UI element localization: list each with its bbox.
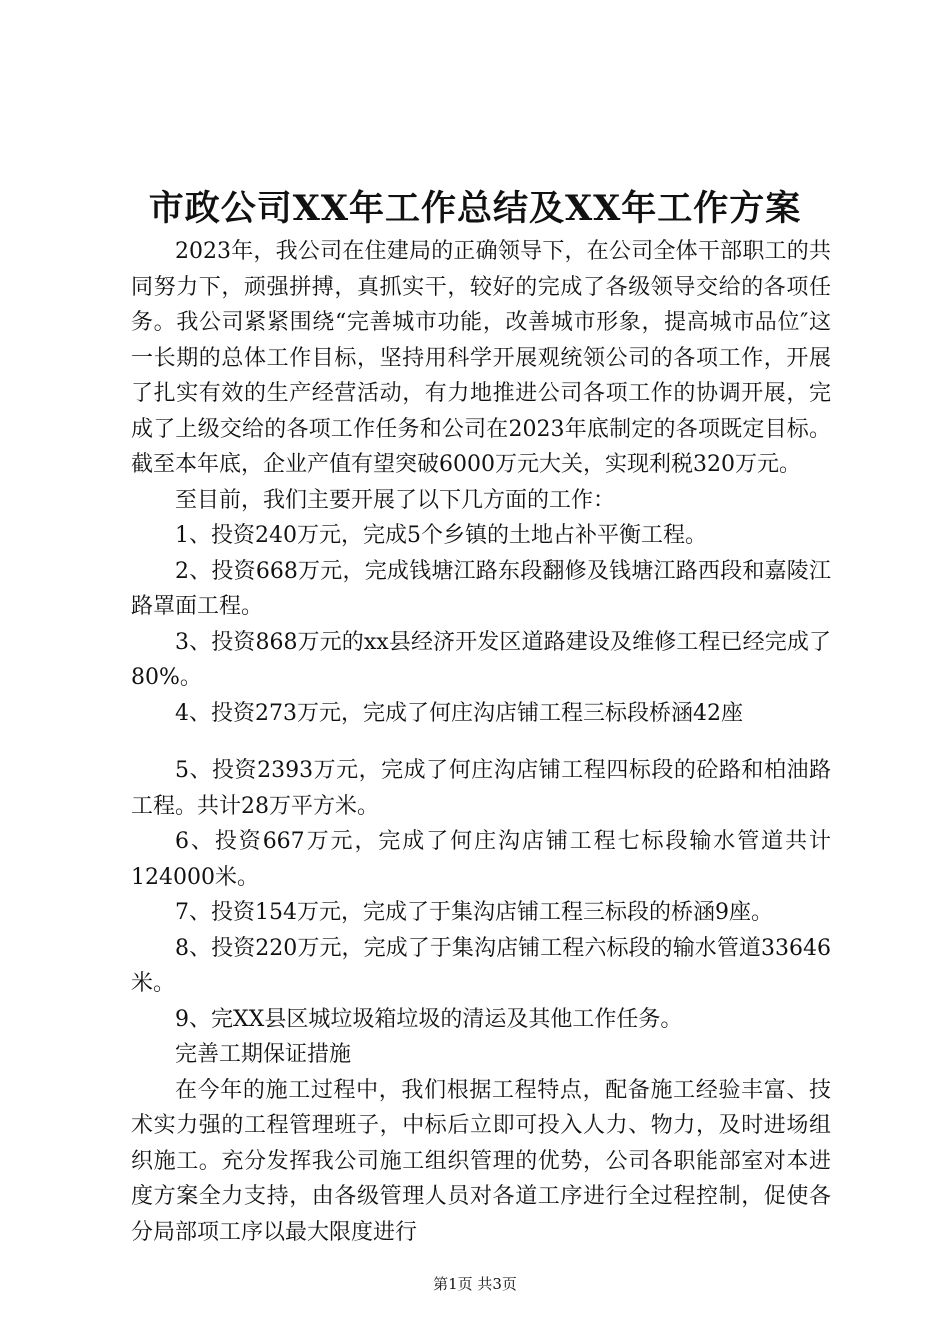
list-item-3: 3、投资868万元的xx县经济开发区道路建设及维修工程已经完成了80%。 (131, 629, 831, 690)
list-item-7: 7、投资154万元，完成了于集沟店铺工程三标段的桥涵9座。 (175, 900, 773, 925)
list-item-6: 6、投资667万元，完成了何庄沟店铺工程七标段输水管道共计124000米。 (131, 829, 831, 890)
section-heading-schedule-measures: 完善工期保证措施 (175, 1042, 352, 1067)
list-item-1: 1、投资240万元，完成5个乡镇的土地占补平衡工程。 (175, 523, 707, 548)
page-number-footer: 第1页 共3页 (433, 1275, 517, 1293)
list-item-9: 9、完XX县区城垃圾箱垃圾的清运及其他工作任务。 (175, 1006, 683, 1032)
paragraph-work-summary-lead: 至目前，我们主要开展了以下几方面的工作： (175, 487, 616, 513)
list-item-8: 8、投资220万元，完成了于集沟店铺工程六标段的输水管道33646米。 (131, 935, 831, 996)
document-title: 市政公司XX年工作总结及XX年工作方案 (148, 188, 802, 229)
list-item-4: 4、投资273万元，完成了何庄沟店铺工程三标段桥涵42座 (175, 700, 743, 726)
document-body (131, 234, 831, 1250)
paragraph-intro: 2023年，我公司在住建局的正确领导下，在公司全体干部职工的共同努力下，顽强拼搏，真抓实干，较好的完成了各级领导交给的各项任务。我公司紧紧围绕“完善城市功能，改善城市形象，提高城市品位″这一长期的总体工作目标，坚持用科学开展观统领公司的各项工作，开展了扎实有效的生产经营活动，有力地推进公司各项工作的协调开展，完成了上级交给的各项工作任务和公司在2023年底制定的各项既定目标。截至本年底，企业产值有望突破6000万元大关，实现利税320万元。 (131, 239, 831, 477)
list-item-5: 5、投资2393万元，完成了何庄沟店铺工程四标段的砼路和柏油路工程。共计28万平方米。 (131, 758, 831, 819)
paragraph-schedule-measures: 在今年的施工过程中，我们根据工程特点，配备施工经验丰富、技术实力强的工程管理班子，中标后立即可投入人力、物力，及时进场组织施工。充分发挥我公司施工组织管理的优势，公司各职能部室对本进度方案全力支持，由各级管理人员对各道工序进行全过程控制，促使各分局部项工序以最大限度进行 (131, 1077, 831, 1245)
list-item-2: 2、投资668万元，完成钱塘江路东段翻修及钱塘江路西段和嘉陵江路罩面工程。 (131, 558, 831, 619)
